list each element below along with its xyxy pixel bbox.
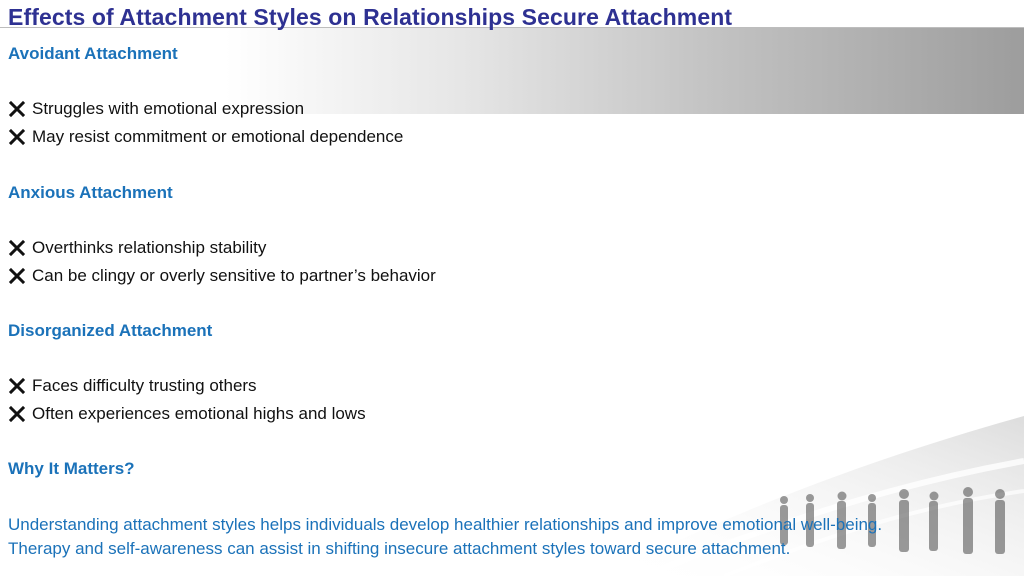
cross-mark-icon: [8, 239, 26, 257]
list-item-text: Faces difficulty trusting others: [32, 376, 257, 395]
list-item: [8, 127, 403, 147]
list-item: [8, 404, 366, 424]
list-item: [8, 266, 436, 286]
list-item: [8, 99, 304, 119]
summary-line: Therapy and self-awareness can assist in shifting insecure attachment styles toward secure attachment.: [8, 539, 791, 558]
list-item-text: Struggles with emotional expression: [32, 99, 305, 118]
list-item-text: Often experiences emotional highs and lows: [32, 404, 366, 423]
cross-mark-icon: [8, 267, 26, 285]
section-heading-avoidant: Avoidant Attachment: [8, 44, 178, 63]
list-item-text: May resist commitment or emotional dependence: [32, 127, 404, 146]
list-item: [8, 238, 266, 258]
list-item: [8, 376, 257, 396]
cross-mark-icon: [8, 100, 26, 118]
cross-mark-icon: [8, 128, 26, 146]
cross-mark-icon: [8, 405, 26, 423]
summary-line: Understanding attachment styles helps individuals develop healthier relationships and improve emotional well-being.: [8, 515, 883, 534]
section-heading-anxious: Anxious Attachment: [8, 183, 173, 202]
page-title: Effects of Attachment Styles on Relationships Secure Attachment: [8, 4, 733, 30]
list-item-text: Can be clingy or overly sensitive to partner’s behavior: [32, 266, 436, 285]
list-item-text: Overthinks relationship stability: [32, 238, 267, 257]
section-heading-why-it-matters: Why It Matters?: [8, 459, 135, 478]
section-heading-disorganized: Disorganized Attachment: [8, 321, 213, 340]
cross-mark-icon: [8, 377, 26, 395]
